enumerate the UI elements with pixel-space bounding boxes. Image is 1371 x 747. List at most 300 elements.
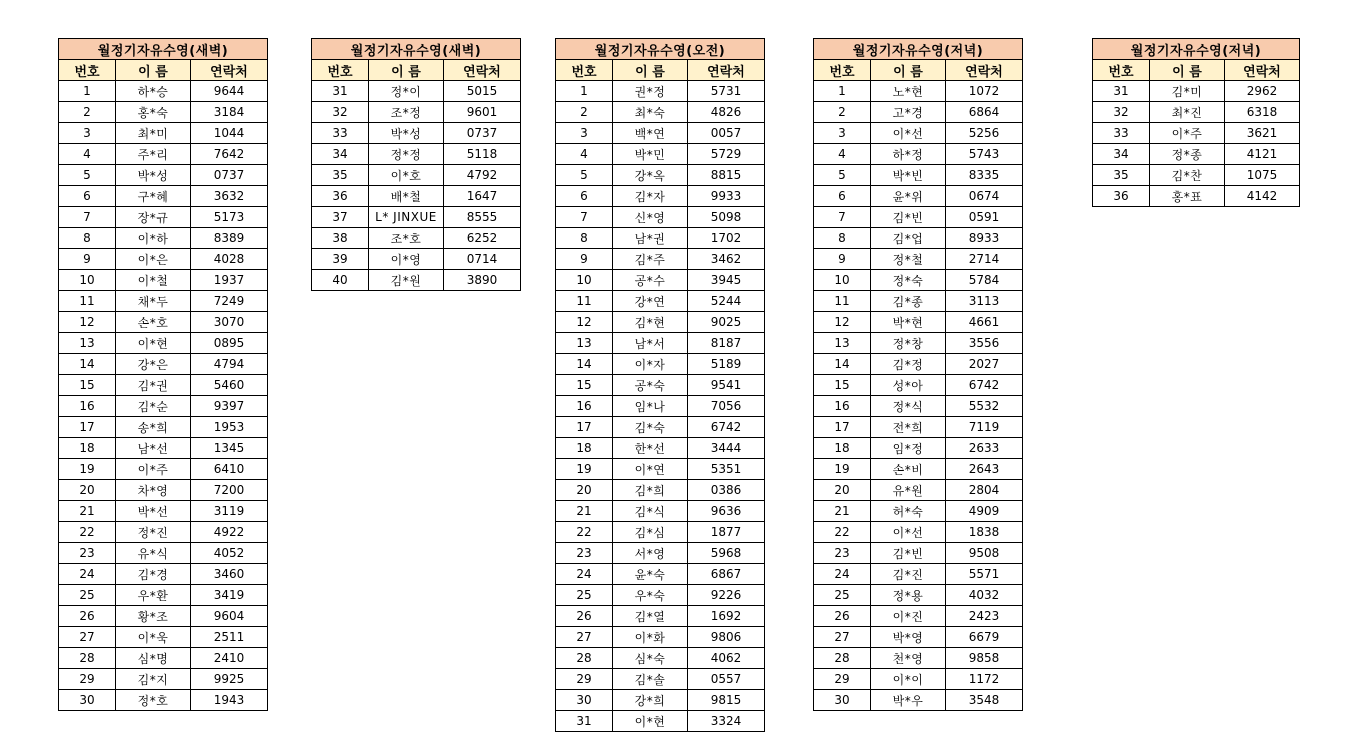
cell-contact: 1044 [191,123,268,144]
table-row [312,207,521,228]
cell-number: 24 [59,564,116,585]
roster-table [813,38,1023,711]
cell-number: 2 [59,102,116,123]
cell-contact: 5244 [688,291,765,312]
header-contact: 연락처 [191,60,268,81]
cell-contact: 3119 [191,501,268,522]
cell-name: 이*현 [116,333,191,354]
cell-name: 임*정 [871,438,946,459]
table-row [814,249,1023,270]
table-row [59,459,268,480]
cell-number: 3 [814,123,871,144]
table-row [814,333,1023,354]
table-row [59,312,268,333]
table-row [59,81,268,102]
cell-number: 27 [556,627,613,648]
cell-number: 12 [814,312,871,333]
cell-contact: 5460 [191,375,268,396]
cell-number: 6 [814,186,871,207]
cell-contact: 1172 [946,669,1023,690]
table-row [556,627,765,648]
cell-name: 주*리 [116,144,191,165]
table-row [814,207,1023,228]
cell-number: 4 [59,144,116,165]
cell-number: 2 [814,102,871,123]
table-row [59,249,268,270]
cell-number: 16 [814,396,871,417]
cell-name: 손*호 [116,312,191,333]
table-row [556,186,765,207]
cell-name: 박*현 [871,312,946,333]
table-row [59,417,268,438]
cell-contact: 2633 [946,438,1023,459]
cell-contact: 3184 [191,102,268,123]
header-contact: 연락처 [1225,60,1300,81]
cell-name: 윤*위 [871,186,946,207]
cell-contact: 3419 [191,585,268,606]
cell-contact: 9604 [191,606,268,627]
cell-number: 13 [59,333,116,354]
cell-name: 김*현 [613,312,688,333]
cell-number: 12 [59,312,116,333]
cell-number: 10 [556,270,613,291]
cell-name: 박*빈 [871,165,946,186]
table-row [59,102,268,123]
cell-number: 30 [59,690,116,711]
cell-name: 손*비 [871,459,946,480]
cell-contact: 3556 [946,333,1023,354]
cell-number: 35 [1093,165,1150,186]
cell-name: 홍*숙 [116,102,191,123]
table-row [59,186,268,207]
cell-name: 박*민 [613,144,688,165]
cell-number: 25 [814,585,871,606]
cell-contact: 2643 [946,459,1023,480]
cell-contact: 3890 [444,270,521,291]
cell-number: 24 [814,564,871,585]
cell-contact: 1937 [191,270,268,291]
cell-contact: 0591 [946,207,1023,228]
table-row [814,165,1023,186]
cell-contact: 7200 [191,480,268,501]
cell-contact: 4661 [946,312,1023,333]
table-row [59,375,268,396]
cell-contact: 9806 [688,627,765,648]
cell-name: 이*현 [613,711,688,732]
cell-number: 13 [556,333,613,354]
cell-name: 공*수 [613,270,688,291]
cell-number: 17 [59,417,116,438]
cell-name: 하*정 [871,144,946,165]
cell-name: 채*두 [116,291,191,312]
cell-number: 6 [59,186,116,207]
cell-contact: 9858 [946,648,1023,669]
cell-name: 우*환 [116,585,191,606]
cell-number: 22 [814,522,871,543]
cell-contact: 4922 [191,522,268,543]
header-name: 이 름 [116,60,191,81]
header-number: 번호 [814,60,871,81]
table-title: 월정기자유수영(새벽) [59,39,268,60]
header-name: 이 름 [871,60,946,81]
cell-contact: 2714 [946,249,1023,270]
table-row [814,102,1023,123]
cell-name: 이*영 [369,249,444,270]
cell-contact: 6252 [444,228,521,249]
roster-table [555,38,765,732]
table-row [312,249,521,270]
cell-contact: 5189 [688,354,765,375]
cell-name: 강*희 [613,690,688,711]
table-row [59,648,268,669]
header-contact: 연락처 [688,60,765,81]
cell-number: 34 [312,144,369,165]
table-title: 월정기자유수영(새벽) [312,39,521,60]
cell-contact: 3324 [688,711,765,732]
cell-name: 백*연 [613,123,688,144]
table-row [1093,123,1300,144]
cell-contact: 9933 [688,186,765,207]
cell-name: 최*진 [1150,102,1225,123]
cell-name: 정*정 [369,144,444,165]
cell-contact: 6742 [688,417,765,438]
roster-table [58,38,268,711]
table-row [59,207,268,228]
table-title: 월정기자유수영(오전) [556,39,765,60]
cell-contact: 0737 [444,123,521,144]
cell-name: 김*업 [871,228,946,249]
table-row [814,543,1023,564]
cell-number: 15 [556,375,613,396]
cell-contact: 6867 [688,564,765,585]
cell-contact: 3548 [946,690,1023,711]
table-row [556,396,765,417]
cell-name: 이*호 [369,165,444,186]
table-row [59,165,268,186]
cell-name: 신*영 [613,207,688,228]
cell-contact: 9226 [688,585,765,606]
cell-contact: 1702 [688,228,765,249]
roster-table [311,38,521,291]
cell-name: 강*옥 [613,165,688,186]
cell-contact: 4794 [191,354,268,375]
cell-contact: 4052 [191,543,268,564]
table-row [556,123,765,144]
cell-name: 심*명 [116,648,191,669]
table-row [59,396,268,417]
cell-contact: 5118 [444,144,521,165]
cell-name: 김*식 [613,501,688,522]
table-row [814,375,1023,396]
cell-contact: 3460 [191,564,268,585]
cell-number: 15 [814,375,871,396]
cell-name: 정*식 [871,396,946,417]
table-row [814,417,1023,438]
table-row [59,543,268,564]
cell-name: 김*솔 [613,669,688,690]
cell-name: 한*선 [613,438,688,459]
cell-number: 23 [814,543,871,564]
cell-name: 정*이 [369,81,444,102]
table-row [59,606,268,627]
cell-name: 정*진 [116,522,191,543]
table-row [556,690,765,711]
cell-contact: 2410 [191,648,268,669]
cell-number: 9 [556,249,613,270]
cell-contact: 8389 [191,228,268,249]
cell-number: 10 [59,270,116,291]
table-row [556,165,765,186]
cell-number: 25 [59,585,116,606]
cell-number: 21 [59,501,116,522]
cell-name: 윤*숙 [613,564,688,585]
table-row [814,228,1023,249]
cell-contact: 5731 [688,81,765,102]
cell-contact: 9815 [688,690,765,711]
cell-contact: 9636 [688,501,765,522]
cell-contact: 7642 [191,144,268,165]
cell-contact: 3945 [688,270,765,291]
cell-contact: 8335 [946,165,1023,186]
cell-number: 23 [556,543,613,564]
table-row [814,186,1023,207]
cell-contact: 5784 [946,270,1023,291]
cell-contact: 3632 [191,186,268,207]
table-row [814,396,1023,417]
cell-name: 강*은 [116,354,191,375]
table-row [814,648,1023,669]
cell-contact: 1647 [444,186,521,207]
cell-name: 우*숙 [613,585,688,606]
table-row [59,228,268,249]
table-row [814,501,1023,522]
cell-contact: 5015 [444,81,521,102]
cell-name: 박*선 [116,501,191,522]
cell-name: 성*아 [871,375,946,396]
cell-number: 5 [814,165,871,186]
cell-number: 8 [59,228,116,249]
cell-name: 임*나 [613,396,688,417]
cell-name: 김*종 [871,291,946,312]
cell-number: 33 [1093,123,1150,144]
cell-number: 28 [814,648,871,669]
table-row [59,564,268,585]
table-row [1093,144,1300,165]
table-row [59,354,268,375]
cell-name: 김*원 [369,270,444,291]
cell-number: 33 [312,123,369,144]
table-row [556,480,765,501]
cell-name: 이*주 [116,459,191,480]
cell-name: 황*조 [116,606,191,627]
table-row [59,627,268,648]
cell-number: 3 [556,123,613,144]
cell-contact: 0737 [191,165,268,186]
cell-number: 34 [1093,144,1150,165]
cell-contact: 0386 [688,480,765,501]
cell-contact: 1953 [191,417,268,438]
cell-number: 16 [59,396,116,417]
cell-number: 21 [556,501,613,522]
cell-number: 8 [814,228,871,249]
table-row [59,585,268,606]
table-row [59,480,268,501]
cell-contact: 5729 [688,144,765,165]
table-row [312,270,521,291]
cell-contact: 3444 [688,438,765,459]
table-row [312,144,521,165]
cell-contact: 2511 [191,627,268,648]
cell-name: 김*열 [613,606,688,627]
cell-contact: 5256 [946,123,1023,144]
cell-name: 김*심 [613,522,688,543]
cell-number: 30 [814,690,871,711]
cell-contact: 8555 [444,207,521,228]
cell-contact: 3113 [946,291,1023,312]
table-row [556,648,765,669]
cell-name: 김*빈 [871,543,946,564]
cell-number: 35 [312,165,369,186]
cell-name: 강*연 [613,291,688,312]
cell-contact: 4826 [688,102,765,123]
table-row [556,522,765,543]
table-row [556,564,765,585]
table-row [312,165,521,186]
cell-number: 11 [59,291,116,312]
cell-name: 김*빈 [871,207,946,228]
table-row [814,291,1023,312]
table-row [814,669,1023,690]
table-row [814,606,1023,627]
cell-number: 36 [312,186,369,207]
header-number: 번호 [312,60,369,81]
cell-name: L* JINXUE [369,207,444,228]
cell-name: 노*현 [871,81,946,102]
cell-name: 김*찬 [1150,165,1225,186]
cell-number: 1 [556,81,613,102]
table-row [59,501,268,522]
cell-number: 31 [556,711,613,732]
cell-number: 26 [814,606,871,627]
cell-name: 정*호 [116,690,191,711]
cell-number: 1 [814,81,871,102]
header-contact: 연락처 [444,60,521,81]
cell-number: 3 [59,123,116,144]
cell-contact: 1877 [688,522,765,543]
cell-name: 최*숙 [613,102,688,123]
cell-number: 16 [556,396,613,417]
cell-name: 이*진 [871,606,946,627]
cell-name: 남*선 [116,438,191,459]
cell-number: 5 [556,165,613,186]
cell-contact: 1692 [688,606,765,627]
table-row [556,291,765,312]
cell-number: 22 [556,522,613,543]
cell-number: 8 [556,228,613,249]
cell-contact: 5532 [946,396,1023,417]
cell-contact: 1075 [1225,165,1300,186]
table-row [59,333,268,354]
table-row [1093,186,1300,207]
table-row [556,249,765,270]
cell-name: 정*창 [871,333,946,354]
header-name: 이 름 [369,60,444,81]
cell-name: 김*경 [116,564,191,585]
cell-number: 10 [814,270,871,291]
table-row [312,81,521,102]
cell-name: 구*혜 [116,186,191,207]
table-title: 월정기자유수영(저녁) [1093,39,1300,60]
cell-contact: 8187 [688,333,765,354]
cell-contact: 3070 [191,312,268,333]
table-row [556,207,765,228]
cell-name: 유*식 [116,543,191,564]
table-row [814,459,1023,480]
table-row [556,459,765,480]
table-row [1093,81,1300,102]
cell-contact: 9601 [444,102,521,123]
cell-name: 권*정 [613,81,688,102]
table-row [59,144,268,165]
cell-number: 37 [312,207,369,228]
cell-contact: 8815 [688,165,765,186]
cell-contact: 5173 [191,207,268,228]
cell-contact: 0057 [688,123,765,144]
header-number: 번호 [59,60,116,81]
table-row [556,438,765,459]
cell-name: 김*권 [116,375,191,396]
cell-number: 2 [556,102,613,123]
cell-contact: 4792 [444,165,521,186]
cell-name: 차*영 [116,480,191,501]
cell-number: 31 [312,81,369,102]
cell-name: 고*경 [871,102,946,123]
table-row [59,270,268,291]
table-row [814,564,1023,585]
table-row [814,438,1023,459]
table-row [556,333,765,354]
cell-contact: 4062 [688,648,765,669]
cell-number: 19 [814,459,871,480]
cell-name: 김*순 [116,396,191,417]
cell-number: 5 [59,165,116,186]
cell-name: 이*화 [613,627,688,648]
cell-number: 28 [59,648,116,669]
cell-number: 1 [59,81,116,102]
cell-contact: 2423 [946,606,1023,627]
cell-contact: 9925 [191,669,268,690]
cell-number: 14 [814,354,871,375]
header-name: 이 름 [1150,60,1225,81]
table-row [556,417,765,438]
cell-contact: 6318 [1225,102,1300,123]
cell-number: 21 [814,501,871,522]
cell-number: 32 [1093,102,1150,123]
cell-contact: 1345 [191,438,268,459]
cell-number: 7 [556,207,613,228]
cell-name: 이*선 [871,123,946,144]
cell-name: 이*욱 [116,627,191,648]
cell-name: 장*규 [116,207,191,228]
cell-number: 14 [556,354,613,375]
table-row [59,522,268,543]
cell-contact: 0674 [946,186,1023,207]
table-row [556,543,765,564]
cell-name: 박*우 [871,690,946,711]
cell-name: 박*성 [116,165,191,186]
cell-number: 28 [556,648,613,669]
cell-number: 30 [556,690,613,711]
